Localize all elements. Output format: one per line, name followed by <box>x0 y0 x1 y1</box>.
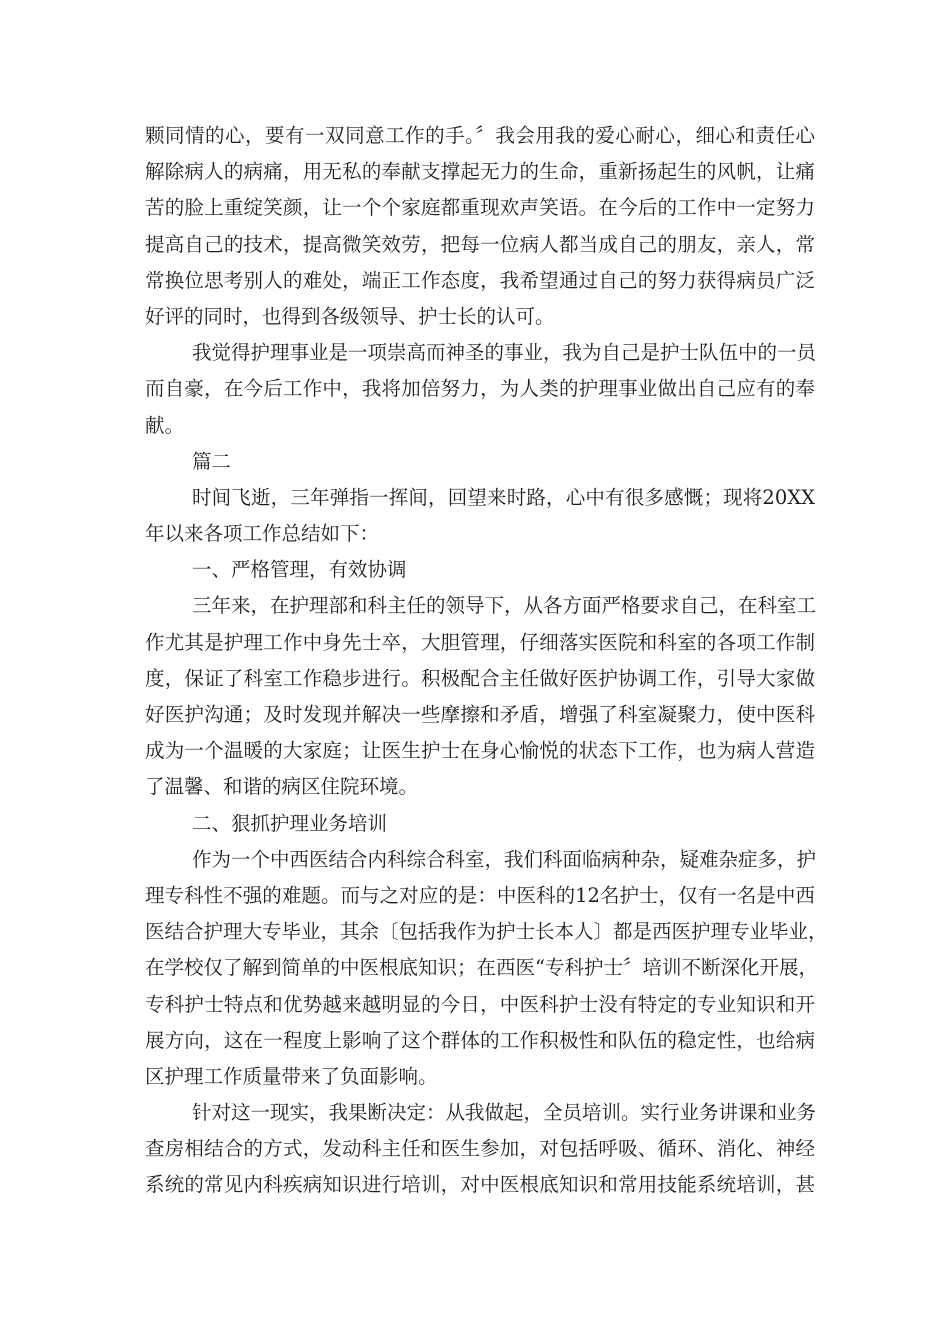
text-line: 作为一个中西医结合内科综合科室，我们科面临病种杂，疑难杂症多，护 <box>192 847 817 871</box>
text-line: 提高自己的技术，提高微笑效劳，把每一位病人都当成自己的朋友，亲人，常 <box>145 232 815 256</box>
section-heading: 二、狠抓护理业务培训 <box>192 811 388 835</box>
text-line: 献。 <box>145 413 185 437</box>
text-line: 度，保证了科室工作稳步进行。积极配合主任做好医护协调工作，引导大家做 <box>145 666 815 690</box>
document-body <box>145 118 828 1204</box>
text-line: 年以来各项工作总结如下： <box>145 522 380 546</box>
text-line: 而自豪，在今后工作中，我将加倍努力，为人类的护理事业做出自己应有的奉 <box>145 377 815 401</box>
text-line: 苦的脸上重绽笑颜，让一个个家庭都重现欢声笑语。在今后的工作中一定努力 <box>145 196 815 220</box>
text-line: 解除病人的病痛，用无私的奉献支撑起无力的生命，重新扬起生的风帆，让痛 <box>145 160 815 184</box>
text-line: 查房相结合的方式，发动科主任和医生参加，对包括呼吸、循环、消化、神经 <box>145 1137 815 1161</box>
text-line: 好评的同时，也得到各级领导、护士长的认可。 <box>145 304 555 328</box>
text-line: 医结合护理大专毕业，其余〔包括我作为护士长本人〕都是西医护理专业毕业， <box>145 920 828 944</box>
text-line: 颗同情的心，要有一双同意工作的手。〞我会用我的爱心耐心，细心和责任心 <box>145 124 815 147</box>
text-line: 好医护沟通；及时发现并解决一些摩擦和矛盾，增强了科室凝聚力，使中医科 <box>145 703 815 726</box>
section-heading: 篇二 <box>192 449 232 473</box>
text-line: 理专科性不强的难题。而与之对应的是：中医科的12名护士，仅有一名是中西 <box>145 883 815 907</box>
text-line: 展方向，这在一程度上影响了这个群体的工作积极性和队伍的稳定性，也给病 <box>145 1028 815 1052</box>
section-heading: 一、严格管理，有效协调 <box>192 558 407 582</box>
text-line: 专科护士特点和优势越来越明显的今日，中医科护士没有特定的专业知识和开 <box>145 992 815 1016</box>
text-line: 系统的常见内科疾病知识进行培训，对中医根底知识和常用技能系统培训，甚 <box>145 1173 815 1197</box>
text-line: 时间飞逝，三年弹指一挥间，回望来时路，心中有很多感慨；现将20XX <box>192 485 815 509</box>
text-line: 常换位思考别人的难处，端正工作态度，我希望通过自己的努力获得病员广泛 <box>145 268 815 292</box>
text-line: 在学校仅了解到简单的中医根底知识；在西医“专科护士〞培训不断深化开展， <box>145 956 818 980</box>
text-line: 针对这一现实，我果断决定：从我做起，全员培训。实行业务讲课和业务 <box>192 1101 817 1125</box>
text-line: 了温馨、和谐的病区住院环境。 <box>145 775 419 799</box>
text-line: 成为一个温暖的大家庭；让医生护士在身心愉悦的状态下工作，也为病人营造 <box>145 739 815 763</box>
text-line: 区护理工作质量带来了负面影响。 <box>145 1064 438 1088</box>
text-line: 三年来，在护理部和科主任的领导下，从各方面严格要求自己，在科室工 <box>192 594 817 618</box>
text-line: 我觉得护理事业是一项崇高而神圣的事业，我为自己是护士队伍中的一员 <box>192 341 817 365</box>
text-line: 作尤其是护理工作中身先士卒，大胆管理，仔细落实医院和科室的各项工作制 <box>145 630 815 654</box>
